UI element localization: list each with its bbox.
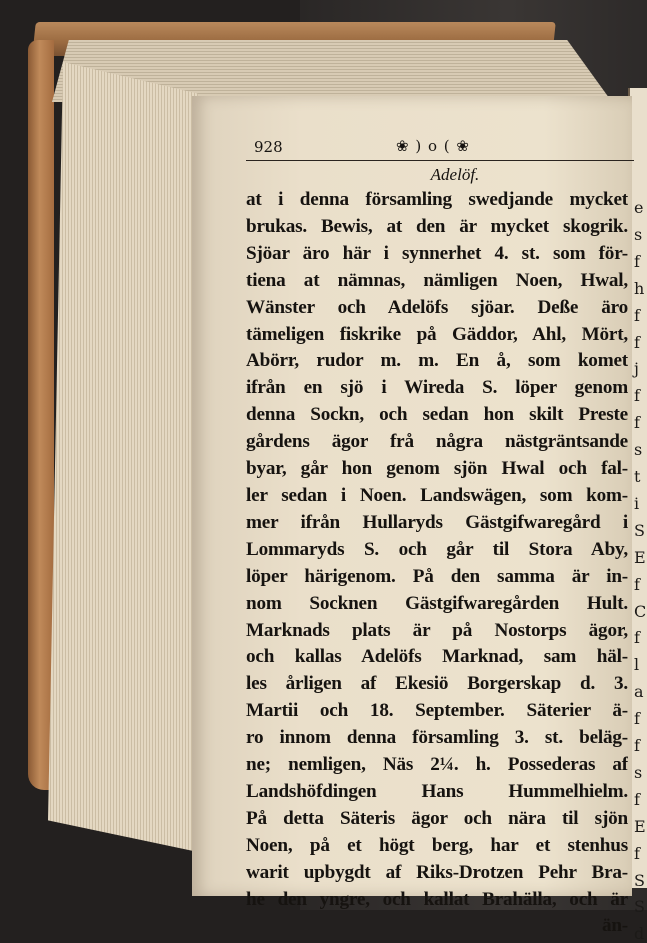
facing-page-letter: E: [634, 816, 646, 836]
text-line: löper härigenom. På den samma är in-: [246, 565, 628, 587]
text-line: denna Sockn, och sedan hon skilt Preste: [246, 404, 628, 426]
text-line: les årligen af Ekesiö Borgerskap d. 3.: [246, 673, 628, 695]
running-head: Adelöf.: [430, 165, 480, 184]
text-line: Martii och 18. September. Säterier ä-: [246, 700, 628, 722]
text-line: Lommaryds S. och går til Stora Aby,: [246, 538, 628, 560]
text-line: ifrån en sjö i Wireda S. löper genom: [246, 377, 628, 399]
text-line: at i denna församling swedjande mycket: [246, 189, 628, 210]
text-line: Marknads plats är på Nostorps ägor,: [246, 619, 628, 641]
facing-page-letter: C: [634, 601, 647, 621]
facing-page-letter: f: [634, 736, 640, 755]
page-header: [246, 138, 634, 161]
facing-page-letter: S: [634, 520, 645, 540]
facing-page-letter: f: [634, 628, 640, 648]
text-line: Noen, på et högt berg, har et stenhus: [246, 834, 628, 856]
facing-page-letter: f: [634, 413, 640, 433]
facing-page-letter: f: [634, 709, 640, 729]
facing-page-letter: f: [634, 332, 640, 352]
facing-page-letter: i: [634, 493, 640, 513]
text-line: Wänster och Adelöfs sjöar. Deße äro: [246, 296, 628, 318]
facing-page-letter: d: [634, 924, 645, 943]
body-text: [246, 187, 634, 940]
facing-page-letter: h: [634, 278, 645, 298]
text-line: he den yngre, och kallat Brahälla, och är: [246, 888, 628, 910]
facing-page-letter: s: [634, 224, 643, 244]
text-line: gårdens ägor frå några nästgräntsande: [246, 431, 628, 453]
facing-page-letter: t: [634, 467, 641, 486]
facing-page-letter: e: [634, 198, 644, 217]
facing-page-letter: f: [634, 574, 640, 594]
text-line: På detta Säteris ägor och nära til sjön: [246, 807, 628, 829]
facing-page-letter: f: [634, 251, 640, 271]
book-spine: [28, 40, 54, 790]
text-line: Abörr, rudor m. m. En å, som komet: [246, 350, 628, 372]
facing-page-letter: E: [634, 547, 646, 567]
text-line: ler sedan i Noen. Landswägen, som kom-: [246, 484, 628, 506]
text-line: tiena at nämnas, nämligen Noen, Hwal,: [246, 269, 628, 291]
text-line: byar, går hon genom sjön Hwal och fal-: [246, 458, 628, 480]
facing-page-letter: f: [634, 305, 640, 325]
facing-page-letter: s: [634, 440, 643, 460]
text-line: warit upbygdt af Riks-Drotzen Pehr Bra-: [246, 861, 628, 883]
facing-page-letter: S: [634, 897, 645, 917]
ornament-icon: ❀ ) o ( ❀: [396, 137, 470, 155]
facing-page-letter: f: [634, 789, 640, 809]
facing-page-letter: f: [634, 843, 640, 863]
catchword: än-: [601, 915, 628, 937]
text-line: Landshöfdingen Hans Hummelhielm.: [246, 780, 628, 802]
text-line: och kallas Adelöfs Marknad, sam häl-: [246, 646, 628, 668]
facing-page-letter: a: [634, 682, 644, 702]
facing-page-letter: f: [634, 386, 640, 406]
text-line: ro innom denna församling 3. st. beläg-: [246, 727, 628, 749]
facing-page-letter: s: [634, 762, 643, 782]
text-line: ne; nemligen, Näs 2¼. h. Possederas af: [246, 754, 628, 776]
page-text: [246, 138, 634, 940]
text-line: tämeligen fiskrike på Gäddor, Ahl, Mört,: [246, 323, 628, 345]
text-line: Sjöar äro här i synnerhet 4. st. som för-: [246, 242, 628, 264]
facing-page-letter: l: [634, 655, 640, 675]
facing-page-letter: S: [634, 870, 645, 890]
text-line: mer ifrån Hullaryds Gästgifwaregård i: [246, 511, 628, 533]
text-line: nom Socknen Gästgifwaregården Hult.: [246, 592, 628, 614]
page-number: 928: [254, 138, 283, 156]
facing-page-letter: j: [634, 359, 639, 379]
text-line: brukas. Bewis, at den är mycket skogrik.: [246, 215, 628, 237]
page-stack-edge: [48, 62, 198, 852]
